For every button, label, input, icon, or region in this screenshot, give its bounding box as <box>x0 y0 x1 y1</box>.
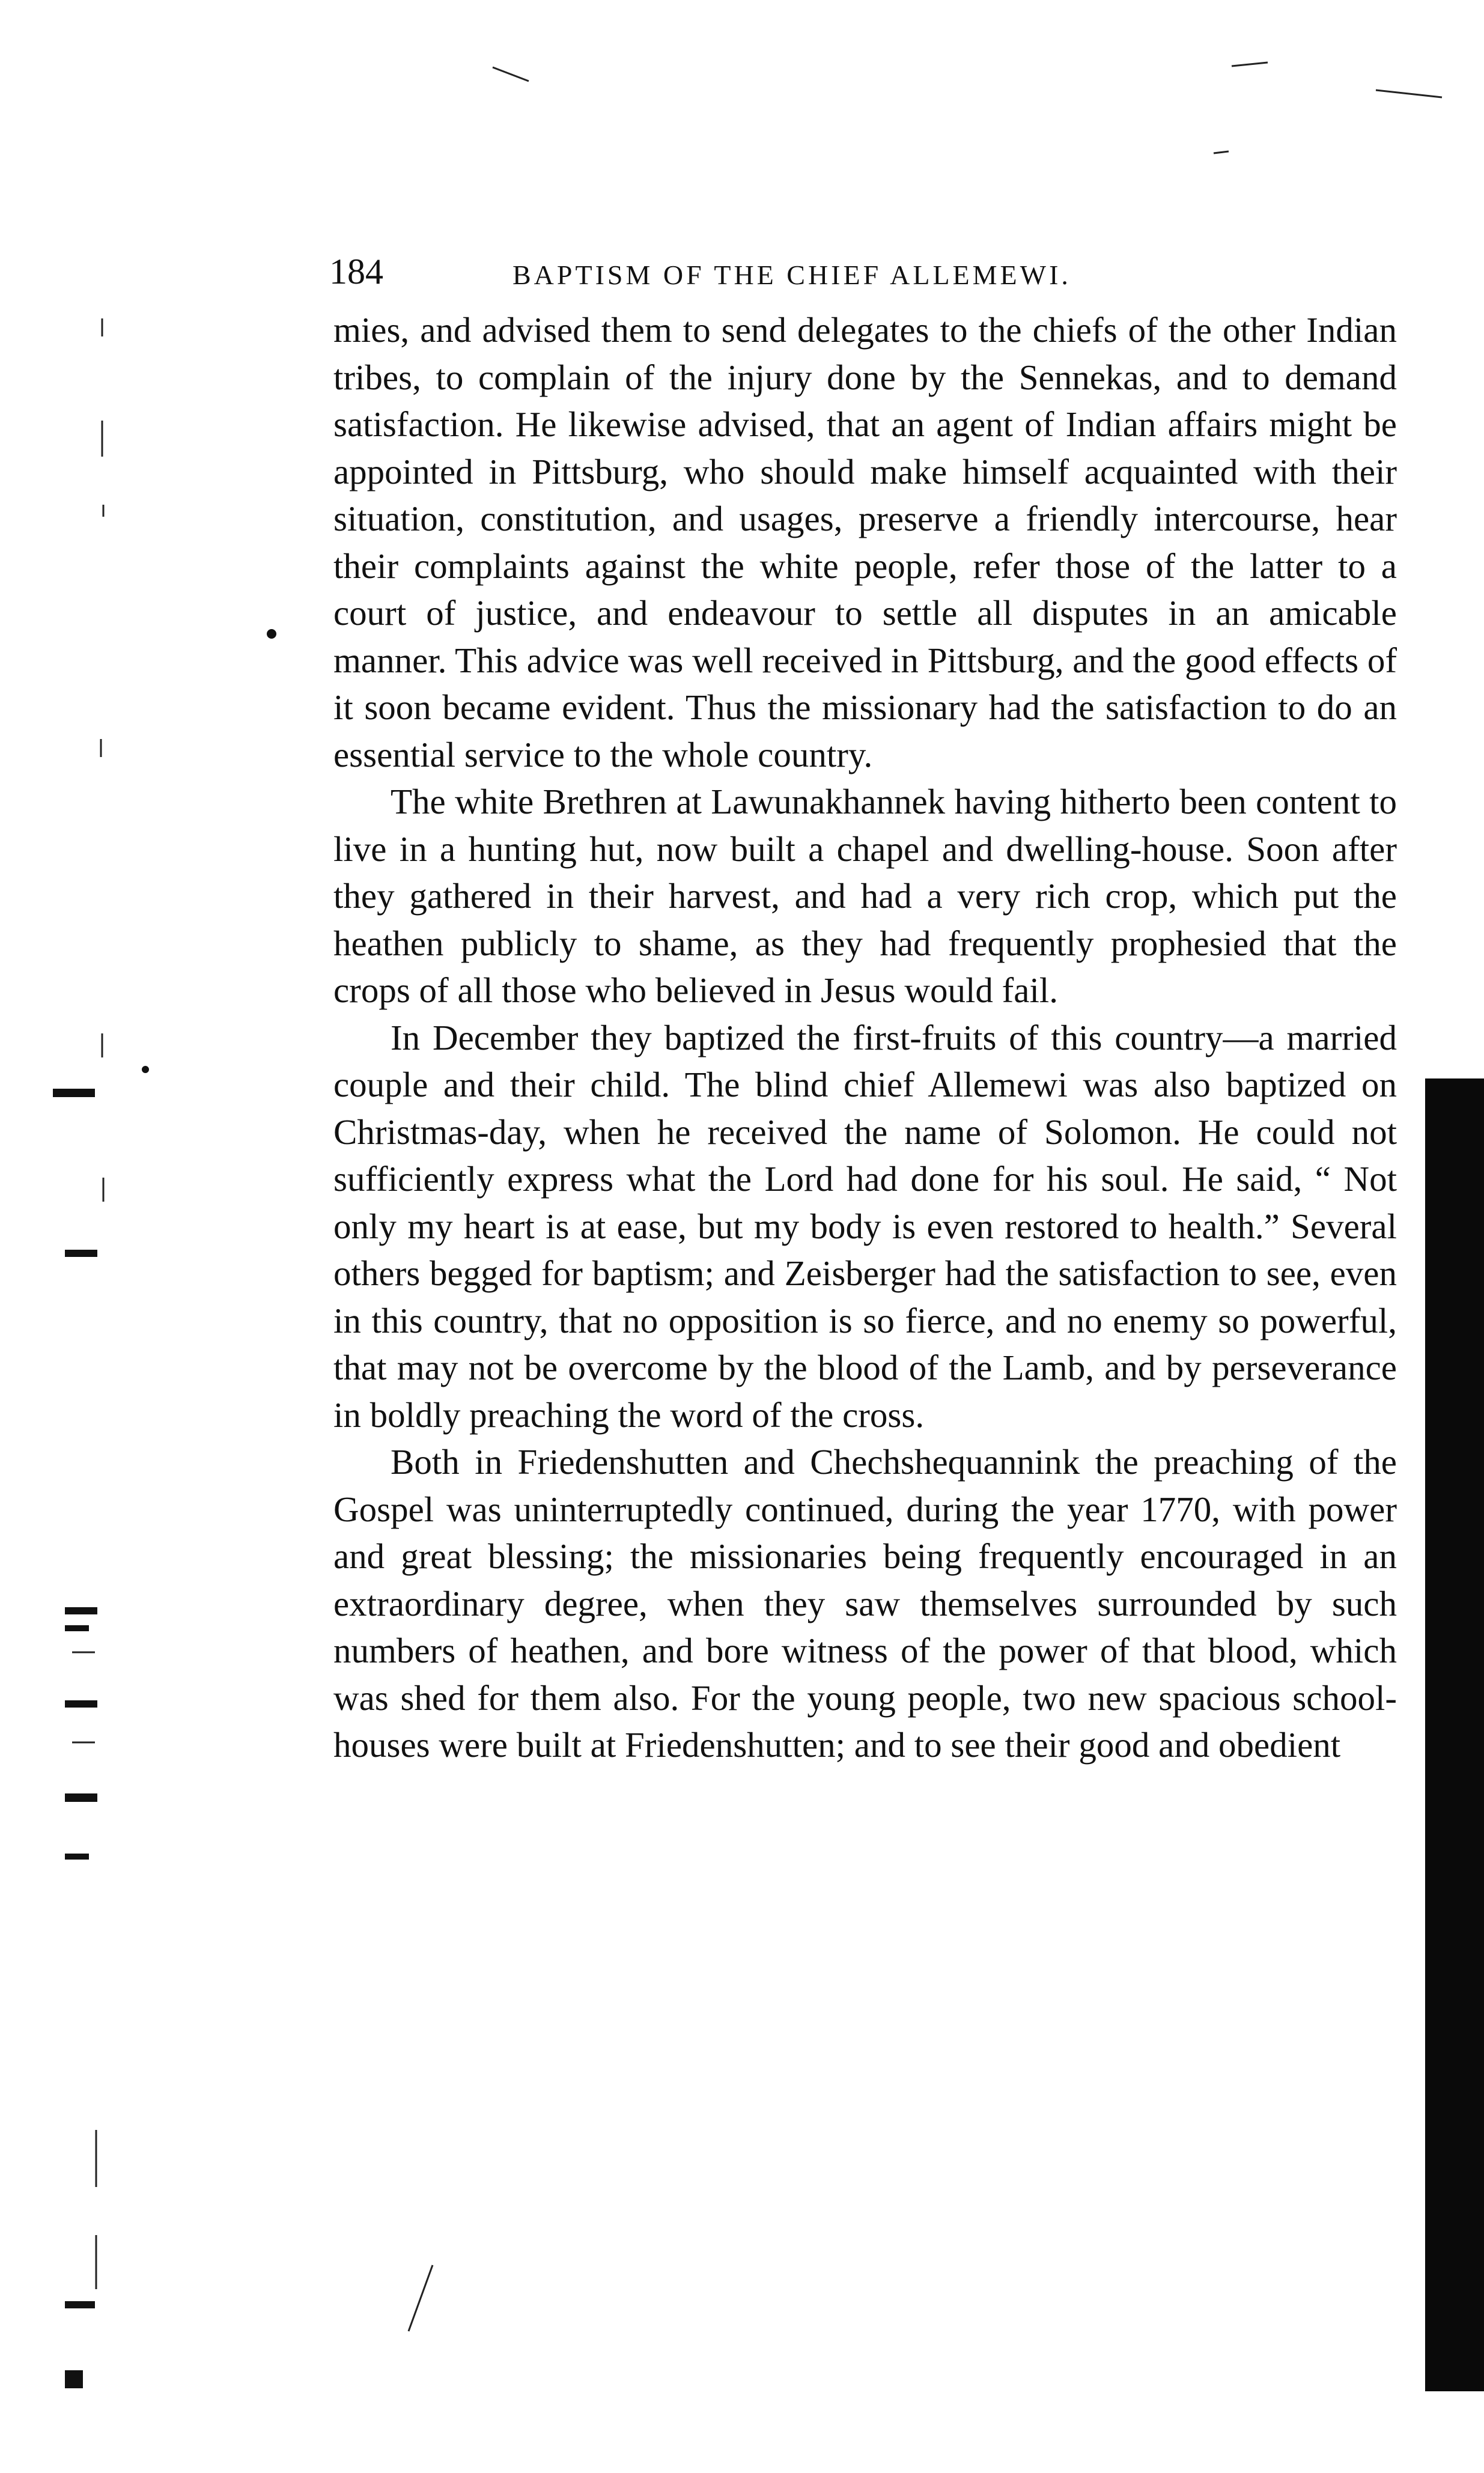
running-head: BAPTISM OF THE CHIEF ALLEMEWI. <box>512 260 1071 290</box>
paragraph-chapel: The white Brethren at Lawunakhannek having hitherto been content to live in a hunting hut, now built a chapel and dwelling-house. Soon after they gathered in their harvest, and had a very rich crop, which put the heathen publicly to shame, as they had frequently prophesied that the crops of all those who believed in Jesus would fail. <box>333 782 1397 1010</box>
paragraph-baptism: In December they baptized the first-fruits of this country—a married couple and their child. The blind chief Allemewi was also baptized on Christmas-day, when he received the name of Solomon. He could not sufficiently express what the Lord had done for his soul. He said, “ Not only my heart is at ease, but my body is even restored to health.” Several others begged for baptism; and Zeisberger had the satisfaction to see, even in this country, that no opposition is so fierce, and no enemy so powerful, that may not be overcome by the blood of the Lamb, and by perseverance in boldly preaching the word of the cross. <box>333 1017 1397 1435</box>
paragraph-friedenshutten: Both in Friedenshutten and Chechshequannink the preaching of the Gospel was uninterruptedly continued, during the year 1770, with power and great blessing; the missionaries being frequently encouraged in an extraordinary degree, when they saw themselves surrounded by such numbers of heathen, and bore witness of the power of that blood, which was shed for them also. For the young people, two new spacious school-houses were built at Friedenshutten; and to see their good and obedient <box>333 1442 1397 1765</box>
paragraph-continued: mies, and advised them to send delegates to the chiefs of the other Indian tribes, to complain of the injury done by the Sennekas, and to demand satisfaction. He likewise advised, that an agent of Indian affairs might be appointed in Pittsburg, who should make himself acquainted with their situation, constitution, and usages, preserve a friendly intercourse, hear their complaints against the white people, refer those of the latter to a court of justice, and endeavour to settle all disputes in an amicable manner. This advice was well received in Pittsburg, and the good effects of it soon became evident. Thus the missionary had the satisfaction to do an essential service to the whole country. <box>333 310 1397 774</box>
page-number: 184 <box>329 252 383 291</box>
